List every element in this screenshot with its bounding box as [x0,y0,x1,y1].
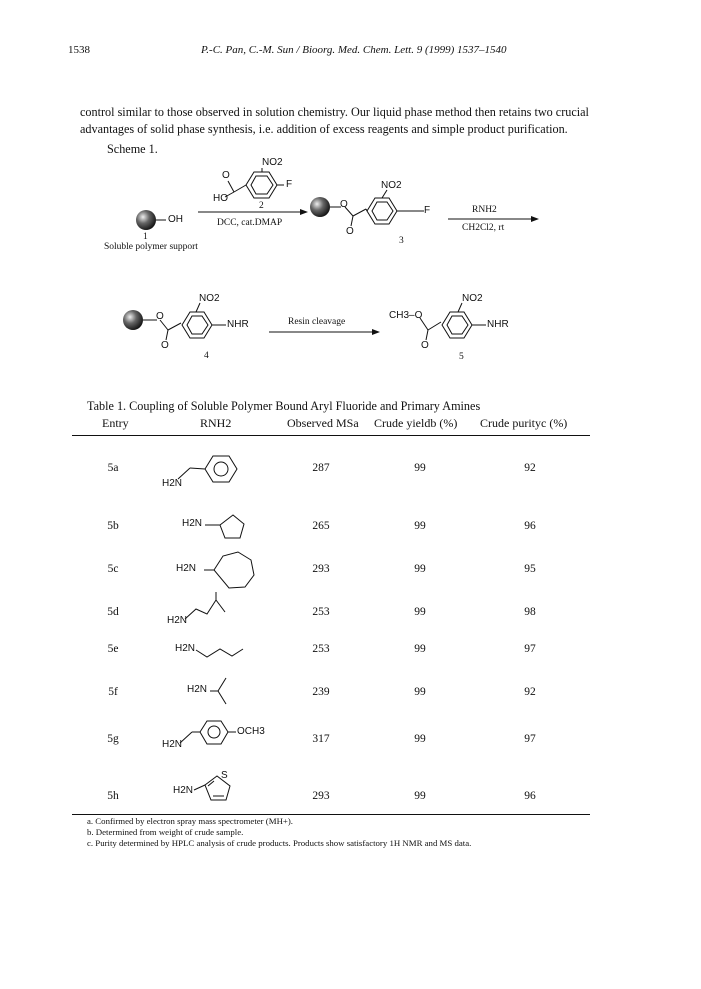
table-caption: Table 1. Coupling of Soluble Polymer Bound Aryl Fluoride and Primary Amines [87,399,481,413]
amine-structures [140,440,270,810]
row-5f-entry: 5f [108,686,118,698]
header-rnh2: RNH2 [200,416,232,430]
amine-5d-chain [185,600,216,619]
row-5g-yield: 99 [414,733,426,745]
cpd2-o: O [222,170,230,181]
header-crude-yield: Crude yieldb (%) [374,416,458,430]
row-5h-ms: 293 [312,790,330,802]
running-title: P.-C. Pan, C.-M. Sun / Bioorg. Med. Chem. Lett. 9 (1999) 1537–1540 [201,44,507,56]
row-5g-ms: 317 [312,733,330,745]
cpd5-nhr: NHR [487,319,509,330]
row-5e-entry: 5e [107,643,119,655]
polymer-bead-1 [136,210,156,230]
row-5b-entry: 5b [107,520,119,532]
row-5d-yield: 99 [414,606,426,618]
cpd4-nhr: NHR [227,319,249,330]
cpd3-f: F [424,205,431,216]
row-5h-purity: 96 [524,790,536,802]
row-5b-ms: 265 [312,520,330,532]
arrow-3-head [372,329,380,335]
cpd1-oh: OH [168,214,183,225]
cpd5-ch3o: CH3–O [389,310,423,321]
step2-solvent: CH2Cl2, rt [462,223,505,233]
row-5f-yield: 99 [414,686,426,698]
amine-5b-h2n: H2N [182,518,203,529]
amine-5c-ring [214,552,254,588]
cpd4-o-carbonyl: O [161,340,169,351]
paragraph [80,104,620,138]
header-entry: Entry [102,416,129,430]
cpd2-label: 2 [259,201,264,211]
row-5b-purity: 96 [524,520,536,532]
table-bottom-rule [72,814,590,815]
amine-5h-h2n: H2N [173,785,194,796]
amine-5h-bond [194,785,205,790]
cpd4-label: 4 [204,351,209,361]
row-5f-ms: 239 [312,686,330,698]
row-5h-yield: 99 [414,790,426,802]
row-5d-entry: 5d [107,606,119,618]
amine-5g-och3: OCH3 [237,726,265,737]
step1-reagents: DCC, cat.DMAP [217,218,283,228]
cpd2-ho: HO [213,193,228,204]
amine-5d-h2n: H2N [167,615,188,626]
amine-5f-h2n: H2N [187,684,208,695]
cpd2-no2: NO2 [262,157,283,168]
row-5c-entry: 5c [107,563,119,575]
row-5g-entry: 5g [107,733,119,745]
polymer-bead-4 [123,310,143,330]
amine-5a-ring [205,456,237,482]
cpd5-no2: NO2 [462,293,483,304]
support-label: Soluble polymer support [104,242,198,252]
row-5b-yield: 99 [414,520,426,532]
scheme-1-diagram [0,150,701,375]
row-5d-ms: 253 [312,606,330,618]
cpd4-no2: NO2 [199,293,220,304]
cpd4-o-ester: O [156,311,164,322]
header-observed-ms: Observed MSa [287,416,359,430]
row-5c-yield: 99 [414,563,426,575]
amine-5h-s: S [221,770,228,781]
scheme-title: Scheme 1. [107,142,158,156]
paragraph-line-2: advantages of solid phase synthesis, i.e. addition of excess reagents and simple product purification. [80,122,568,136]
row-5d-purity: 98 [524,606,536,618]
paragraph-line-1: control similar to those observed in solution chemistry. Our liquid phase method then retains two crucial [80,105,589,119]
amine-5e-h2n: H2N [175,643,196,654]
row-5a-yield: 99 [414,462,426,474]
table-header [72,415,590,435]
step3-label: Resin cleavage [288,317,346,327]
note-c: c. Purity determined by HPLC analysis of crude products. Products show satisfactory 1H NMR and MS data. [87,838,472,848]
cpd2-f: F [286,179,293,190]
amine-5g-ring [200,721,228,744]
row-5e-yield: 99 [414,643,426,655]
cpd3-label: 3 [399,236,404,246]
amine-5c-h2n: H2N [176,563,197,574]
table-notes [87,816,471,849]
header-rule [72,435,590,436]
amine-5e-chain [196,649,243,657]
amine-5g-h2n: H2N [162,739,183,750]
row-5c-ms: 293 [312,563,330,575]
cpd3-o-ester: O [340,199,348,210]
polymer-bead-3 [310,197,330,217]
step2-reagent: RNH2 [472,205,497,215]
row-5f-purity: 92 [524,686,536,698]
amine-5b-ring [220,515,244,538]
cpd3-no2: NO2 [381,180,402,191]
cpd3-o-carbonyl: O [346,226,354,237]
row-5c-purity: 95 [524,563,536,575]
arrow-1-head [300,209,308,215]
arrow-2-head [531,216,539,222]
cpd5-o-carbonyl: O [421,340,429,351]
row-5e-ms: 253 [312,643,330,655]
header-crude-purity: Crude purityc (%) [480,416,568,430]
cpd5-label: 5 [459,352,464,362]
page-number: 1538 [68,44,90,56]
note-b: b. Determined from weight of crude sample. [87,827,244,837]
row-5a-entry: 5a [107,462,119,474]
note-a: a. Confirmed by electron spray mass spectrometer (MH+). [87,816,294,826]
row-5a-ms: 287 [312,462,330,474]
row-5a-purity: 92 [524,462,536,474]
row-5g-purity: 97 [524,733,536,745]
row-5e-purity: 97 [524,643,536,655]
row-5h-entry: 5h [107,790,119,802]
amine-5a-h2n: H2N [162,478,183,489]
cpd1-label: 1 [143,232,148,242]
